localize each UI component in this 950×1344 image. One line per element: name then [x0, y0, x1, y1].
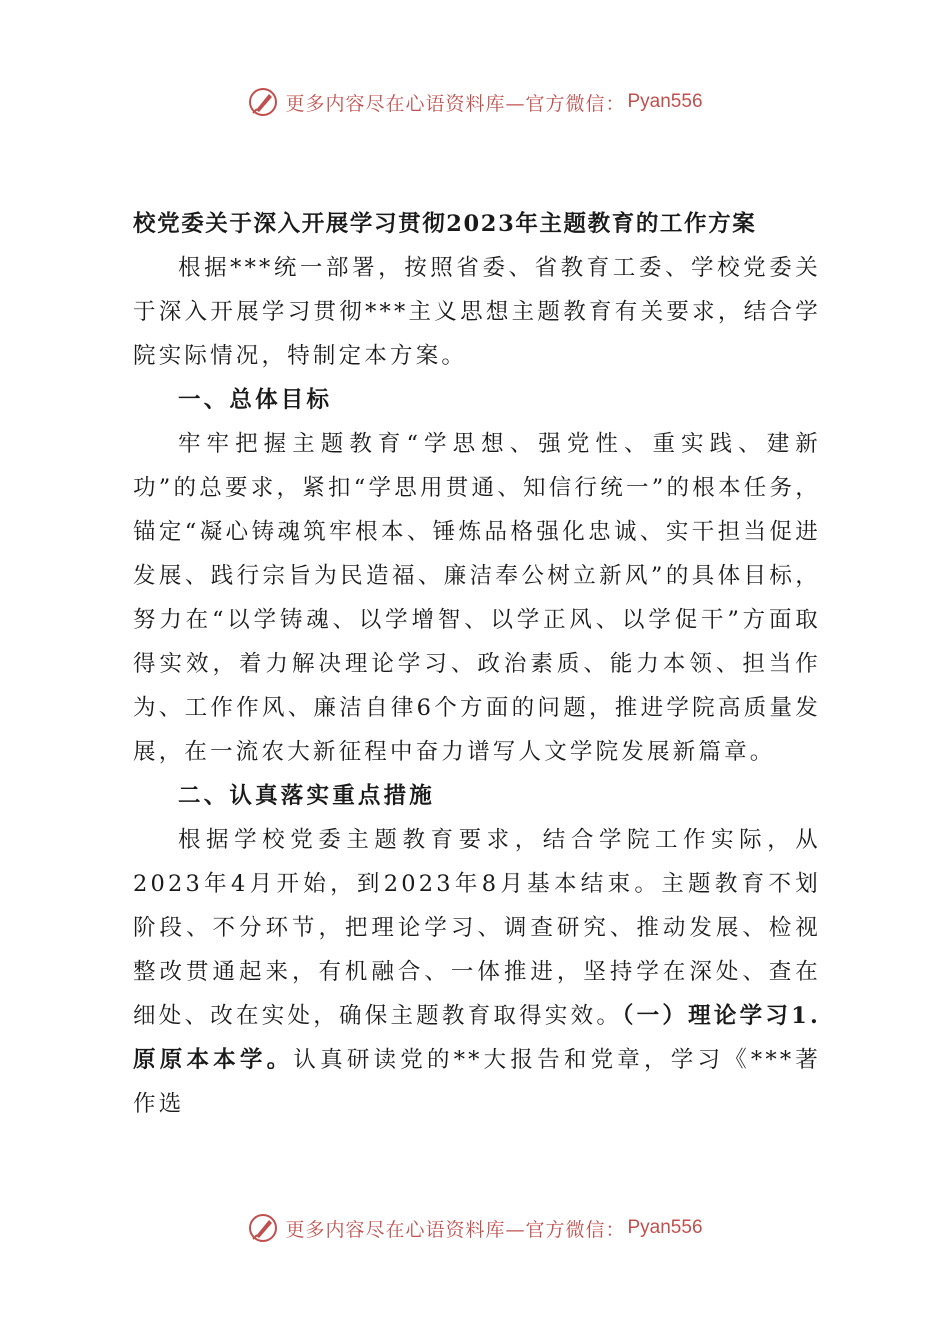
intro-paragraph: 根据***统一部署，按照省委、省教育工委、学校党委关于深入开展学习贯彻***主义思想主题教育有关要求，结合学院实际情况，特制定本方案。: [133, 255, 821, 369]
quill-pen-icon: [247, 1212, 279, 1244]
document-title: 校党委关于深入开展学习贯彻2023年主题教育的工作方案: [133, 211, 757, 237]
section-2-text-start: 根据学校党委主题教育要求，结合学院工作实际，从2023年4月开始，到2023年8月基本结束。主题教育不划阶段、不分环节，把理论学习、调查研究、推动发展、检视整改贯通起来，有机融合、一体推进，坚持学在深处、查在细处、改在实处，确保主题教育取得实效。: [133, 827, 821, 1029]
section-1-heading: 一、总体目标: [178, 387, 333, 413]
watermark-footer: [0, 1212, 950, 1244]
subsection-1-heading: （一）理论学习1.原原本本学。: [133, 1003, 821, 1073]
document-body: [133, 202, 821, 1126]
quill-pen-icon: [247, 86, 279, 118]
watermark-id: Pyan556: [627, 1217, 703, 1238]
section-2-paragraph: [133, 818, 821, 1126]
section-1-paragraph: 牢牢把握主题教育“学思想、强党性、重实践、建新功”的总要求，紧扣“学思用贯通、知信行统一”的根本任务，锚定“凝心铸魂筑牢根本、锤炼品格强化忠诚、实干担当促进发展、践行宗旨为民造福、廉洁奉公树立新风”的具体目标，努力在“以学铸魂、以学增智、以学正风、以学促干”方面取得实效，着力解决理论学习、政治素质、能力本领、担当作为、工作作风、廉洁自律6个方面的问题，推进学院高质量发展，在一流农大新征程中奋力谱写人文学院发展新篇章。: [133, 431, 821, 765]
section-2-text-end: 认真研读党的**大报告和党章，学习《***著作选: [133, 1047, 822, 1117]
watermark-id: Pyan556: [627, 91, 703, 112]
watermark-text: 更多内容尽在心语资料库—官方微信：: [285, 1218, 626, 1241]
watermark-text: 更多内容尽在心语资料库—官方微信：: [285, 92, 626, 115]
section-2-heading: 二、认真落实重点措施: [178, 783, 436, 809]
watermark-header: [0, 86, 950, 118]
